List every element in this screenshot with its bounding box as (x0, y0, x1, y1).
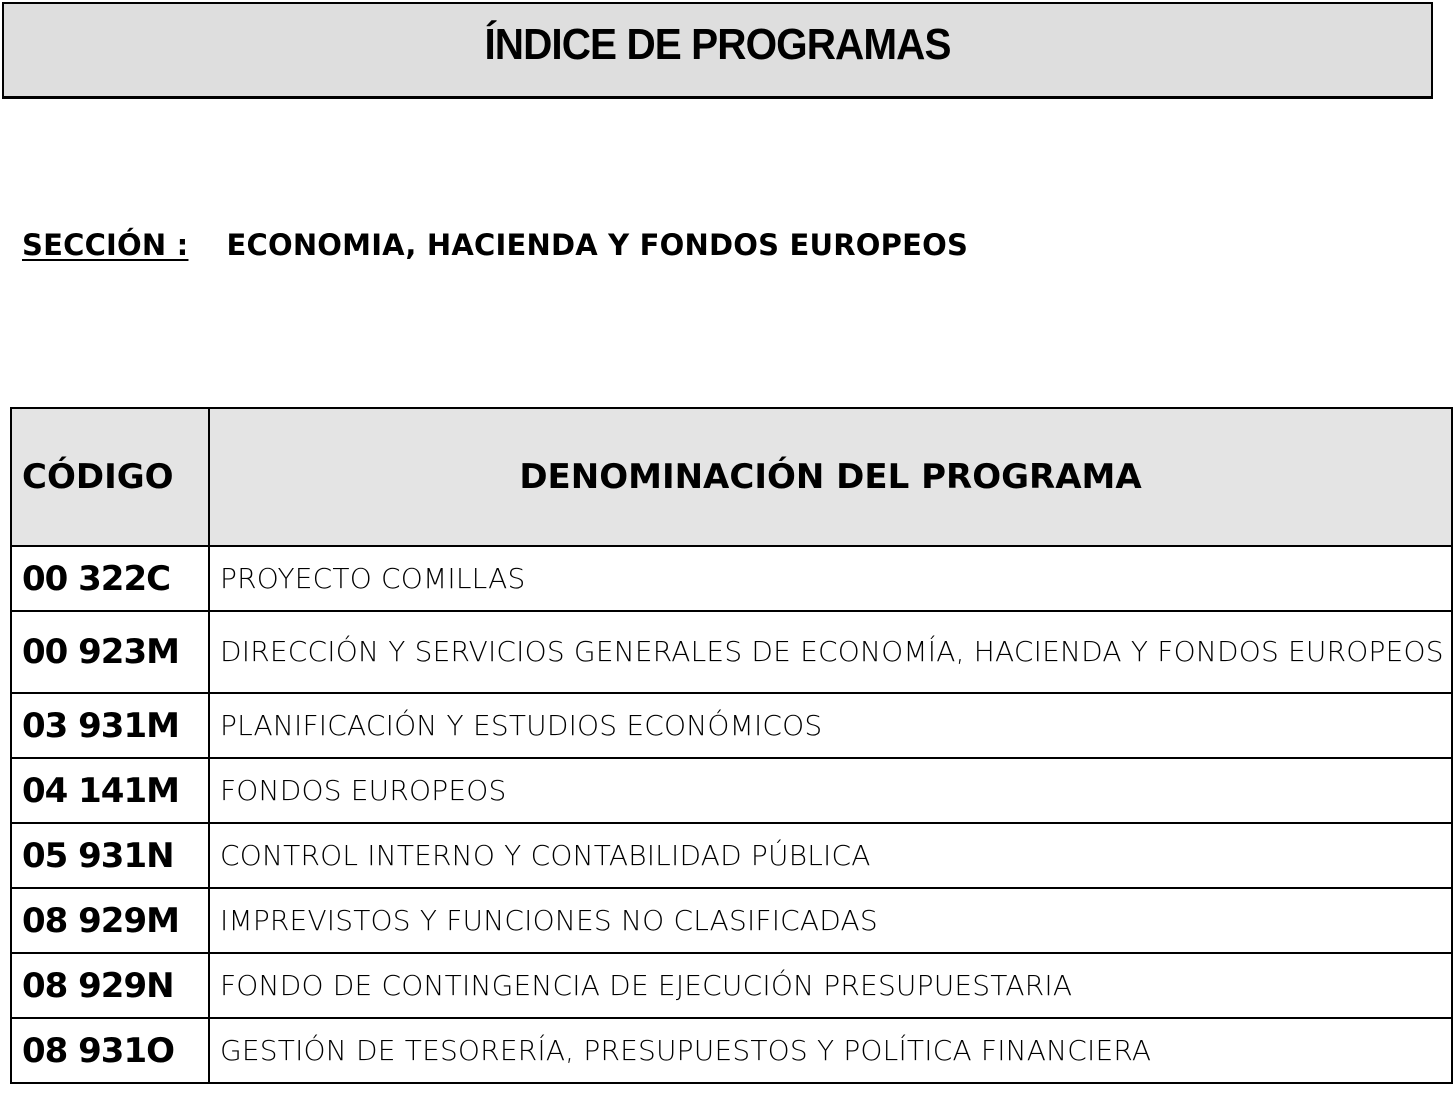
section-value: ECONOMIA, HACIENDA Y FONDOS EUROPEOS (226, 228, 969, 262)
table-header-row (11, 408, 1452, 546)
program-code: 08 929N (11, 953, 209, 1018)
program-code: 08 931O (11, 1018, 209, 1083)
program-name: FONDO DE CONTINGENCIA DE EJECUCIÓN PRESUPUESTARIA (209, 953, 1452, 1018)
table-row (11, 823, 1452, 888)
column-header-code: CÓDIGO (11, 408, 209, 546)
program-name: CONTROL INTERNO Y CONTABILIDAD PÚBLICA (209, 823, 1452, 888)
section-label: SECCIÓN : (22, 228, 189, 262)
program-code: 08 929M (11, 888, 209, 953)
program-name: GESTIÓN DE TESORERÍA, PRESUPUESTOS Y POLÍTICA FINANCIERA (209, 1018, 1452, 1083)
table-row (11, 953, 1452, 1018)
column-header-name: DENOMINACIÓN DEL PROGRAMA (209, 408, 1452, 546)
program-code: 05 931N (11, 823, 209, 888)
table-row (11, 758, 1452, 823)
table-row (11, 611, 1452, 693)
table-row (11, 888, 1452, 953)
program-name: IMPREVISTOS Y FUNCIONES NO CLASIFICADAS (209, 888, 1452, 953)
program-name: PROYECTO COMILLAS (209, 546, 1452, 611)
program-code: 00 923M (11, 611, 209, 693)
page-title: ÍNDICE DE PROGRAMAS (484, 20, 951, 69)
table-row (11, 1018, 1452, 1083)
table-row (11, 693, 1452, 758)
program-code: 03 931M (11, 693, 209, 758)
page-title-box (2, 2, 1433, 99)
program-code: 00 322C (11, 546, 209, 611)
programs-table (10, 407, 1453, 1084)
program-code: 04 141M (11, 758, 209, 823)
program-name: PLANIFICACIÓN Y ESTUDIOS ECONÓMICOS (209, 693, 1452, 758)
table-row (11, 546, 1452, 611)
program-name: DIRECCIÓN Y SERVICIOS GENERALES DE ECONOMÍA, HACIENDA Y FONDOS EUROPEOS (209, 611, 1452, 693)
section-heading (22, 228, 968, 262)
program-name: FONDOS EUROPEOS (209, 758, 1452, 823)
